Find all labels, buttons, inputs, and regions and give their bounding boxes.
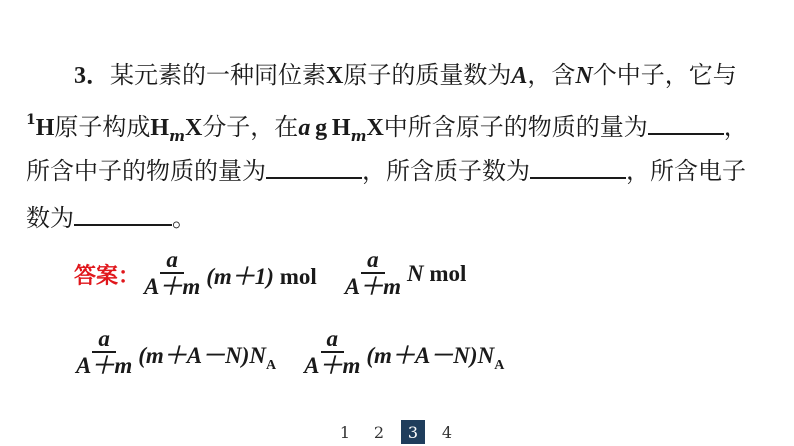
answer-row-2 [72, 327, 504, 379]
fraction-denominator: A＋m [304, 353, 361, 378]
answer-label: 答案： [74, 263, 141, 289]
q-text: ， [723, 113, 748, 141]
question-line-3 [26, 155, 746, 186]
formula-x: X [366, 115, 384, 141]
answer-blank-2[interactable] [266, 155, 362, 179]
q-text: 原子构成 [54, 113, 151, 141]
question-line-4 [26, 202, 196, 233]
q-text: 数为 [26, 204, 74, 232]
answer-blank-1[interactable] [648, 111, 724, 135]
page-3-link-current[interactable]: 3 [401, 420, 425, 444]
formula-m: m [169, 126, 185, 145]
symbol-n: N [575, 63, 593, 89]
answer-blank-4[interactable] [74, 202, 172, 226]
q-text: ，所含质子数为 [362, 157, 530, 185]
answer-2-factor: N mol [407, 261, 467, 286]
q-text: 。 [172, 204, 196, 232]
unit-g: g [315, 115, 328, 141]
mass-a: a [298, 115, 311, 141]
q-text: 中所含原子的物质的量为 [383, 113, 648, 141]
formula-h: H [150, 115, 170, 141]
symbol-x: X [326, 63, 344, 89]
answer-4-factor: $(m+A-N)N_A$ [366, 342, 505, 373]
q-text: 某元素的一种同位素 [110, 61, 326, 89]
q-text: 所含中子的物质的量为 [26, 157, 266, 185]
symbol-h: H [35, 115, 55, 141]
symbol-a-upper: A [511, 63, 528, 89]
q-text: 个中子，它与 [592, 61, 737, 89]
pagination [328, 420, 464, 444]
fraction-numerator: a [361, 248, 385, 274]
page-4-link[interactable]: 4 [441, 422, 453, 442]
answer-3-factor: $(m+A-N)N_A$ [138, 342, 277, 373]
q-text: ，含 [527, 61, 576, 89]
fraction-a-over-a-plus-m [140, 248, 204, 300]
fraction-denominator: A＋m [344, 274, 402, 299]
answer-row-1 [74, 248, 466, 300]
fraction-a-over-a-plus-m [341, 248, 405, 300]
answer-blank-3[interactable] [530, 155, 626, 179]
isotope-superscript: 1 [26, 112, 36, 128]
question-number: 3． [74, 63, 110, 89]
formula-x: X [184, 115, 203, 141]
page-2-link[interactable]: 2 [373, 422, 385, 442]
fraction-numerator: a [160, 248, 184, 274]
fraction-numerator: a [321, 327, 345, 353]
fraction-denominator: A＋m [76, 353, 133, 378]
answer-1-factor: (m＋1) mol [206, 263, 317, 289]
q-text: 分子，在 [202, 113, 299, 141]
q-text: 原子的质量数为 [343, 61, 512, 89]
question-line-2 [26, 107, 748, 151]
fraction-denominator: A＋m [144, 274, 201, 299]
fraction-a-over-a-plus-m [300, 327, 364, 379]
formula-h: H [331, 115, 351, 141]
page-1-link[interactable]: 1 [339, 422, 351, 442]
q-text: ，所含电子 [626, 157, 746, 185]
fraction-numerator: a [92, 327, 116, 353]
question-line-1 [26, 60, 737, 91]
fraction-a-over-a-plus-m [72, 327, 136, 379]
formula-m: m [350, 126, 367, 145]
